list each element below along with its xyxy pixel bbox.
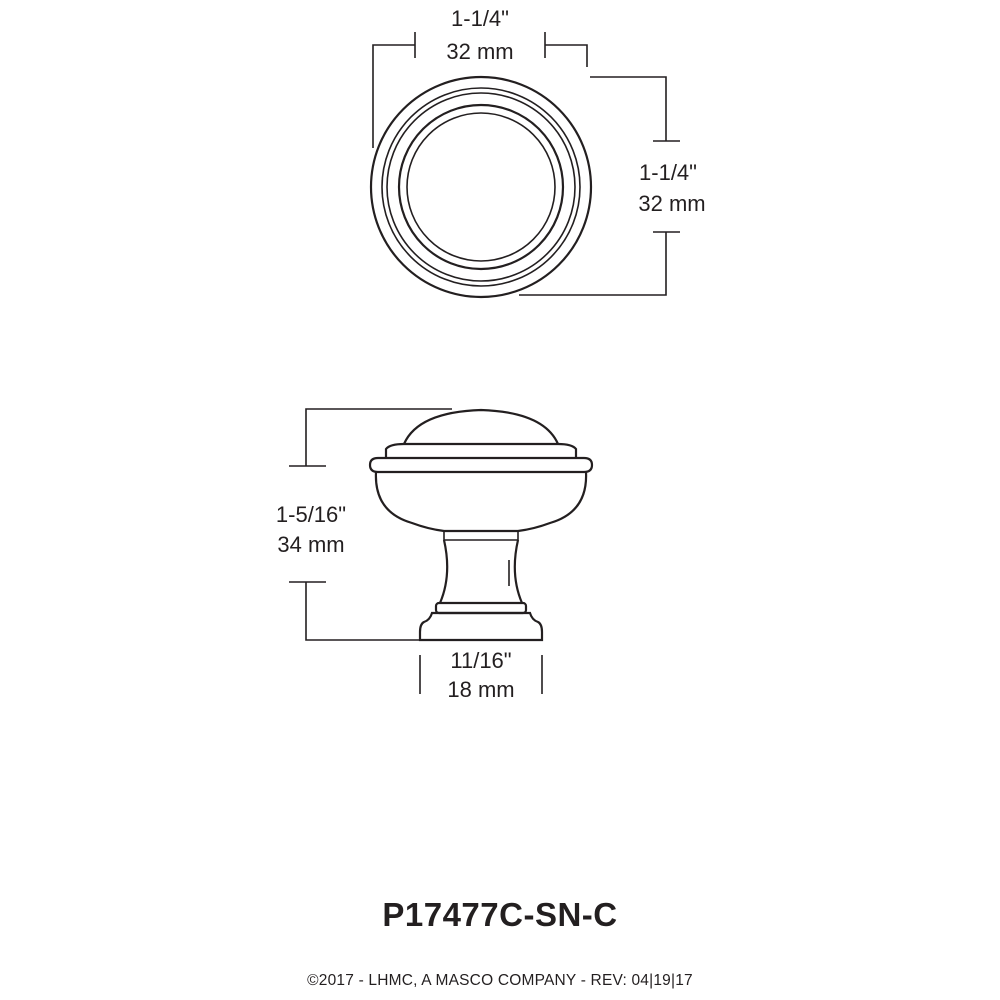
height-ext-bottom [306,582,420,640]
knob-base-ring-upper [436,603,526,613]
depth-mm-label: 32 mm [638,191,706,216]
knob-rim-step-outer [382,88,580,286]
base-mm-label: 18 mm [447,677,515,702]
side-view-knob [370,410,592,640]
knob-outer-rim [371,77,591,297]
model-number: P17477C-SN-C [382,896,618,933]
width-ext-right [545,45,587,67]
knob-rim-step-inner [387,93,575,281]
copyright-footer: ©2017 - LHMC, A MASCO COMPANY - REV: 04|19|17 [307,972,693,989]
knob-base [420,613,542,640]
height-mm-label: 34 mm [277,532,345,557]
top-depth-dimension [519,77,706,295]
knob-body [376,472,586,531]
width-ext-left [373,45,415,148]
knob-neck-collar [444,531,518,540]
knob-dome [404,410,558,444]
width-mm-label: 32 mm [446,39,514,64]
depth-inch-label: 1-1/4" [639,160,697,185]
knob-dome-step [386,444,576,458]
knob-face [407,113,555,261]
height-inch-label: 1-5/16" [275,502,347,527]
depth-ext-top [590,77,666,141]
side-base-dimension [420,648,542,702]
width-inch-label: 1-1/4" [451,6,509,31]
top-view-knob [371,77,591,297]
knob-face-ring [399,105,563,269]
base-inch-label: 11/16" [450,648,512,673]
knob-rim [370,458,592,472]
